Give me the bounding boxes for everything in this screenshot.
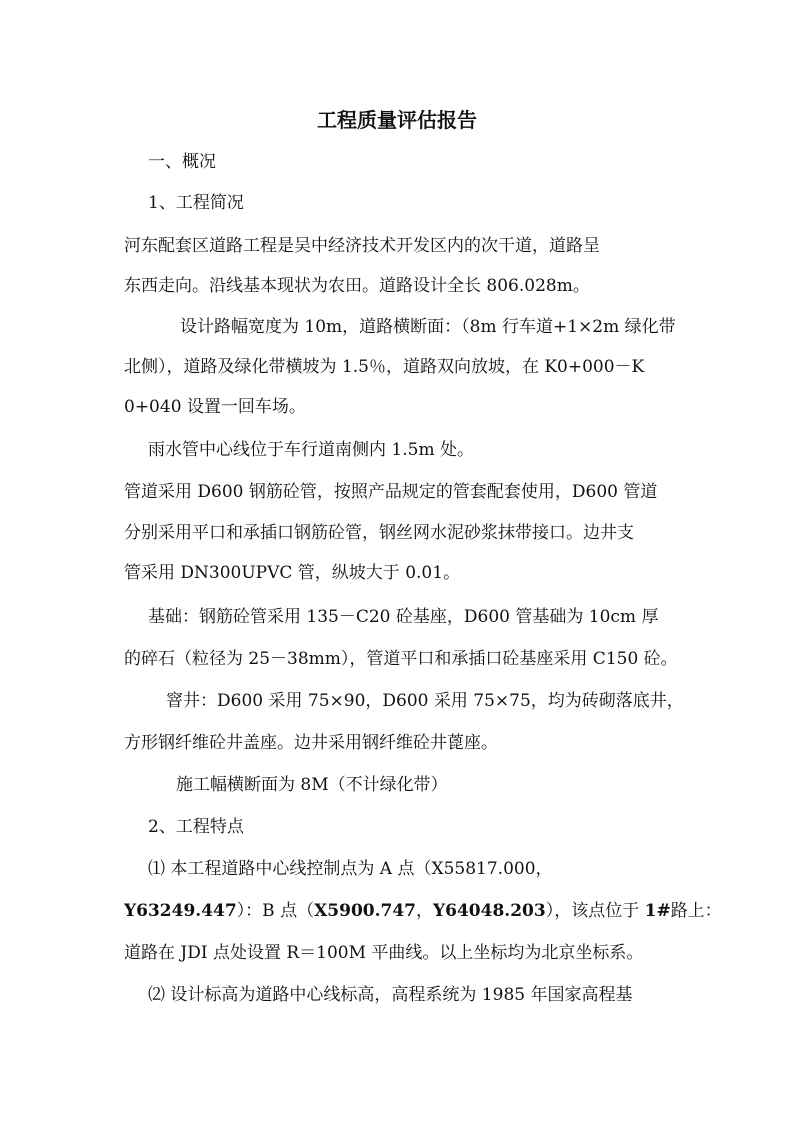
paragraph-line: 基础：钢筋砼管采用 135－C20 砼基座，D600 管基础为 10cm 厚 xyxy=(148,607,659,627)
paragraph-line: 雨水管中心线位于车行道南侧内 1.5m 处。 xyxy=(148,440,474,460)
paragraph-line-coordinates xyxy=(124,901,722,921)
coordinate-value: Y64048.203 xyxy=(433,901,546,921)
road-number: 1# xyxy=(644,901,671,921)
paragraph-line: 施工幅横断面为 8M（不计绿化带） xyxy=(176,775,448,795)
paragraph-line: 0+040 设置一回车场。 xyxy=(124,397,306,417)
paragraph-line: 管采用 DN300UPVC 管，纵坡大于 0.01。 xyxy=(124,563,461,583)
paragraph-line: 窨井：D600 采用 75×90，D600 采用 75×75，均为砖砌落底井， xyxy=(166,691,684,711)
coordinate-value: Y63249.447 xyxy=(124,901,237,921)
paragraph-line: 的碎石（粒径为 25－38mm），管道平口和承插口砼基座采用 C150 砼。 xyxy=(124,649,678,669)
text-fragment: ）：B 点（ xyxy=(236,901,315,921)
text-fragment: ），该点位于 xyxy=(545,901,645,921)
paragraph-line: 管道采用 D600 钢筋砼管，按照产品规定的管套配套使用，D600 管道 xyxy=(124,482,658,502)
section-heading-overview: 一、概况 xyxy=(148,152,216,172)
paragraph-line: ⑴ 本工程道路中心线控制点为 A 点（X55817.000， xyxy=(148,859,553,879)
coordinate-value: X5900.747 xyxy=(314,901,417,921)
text-fragment: ， xyxy=(416,901,434,921)
paragraph-line: 河东配套区道路工程是吴中经济技术开发区内的次干道，道路呈 xyxy=(124,236,600,256)
paragraph-line: 北侧），道路及绿化带横坡为 1.5％，道路双向放坡，在 K0+000－K xyxy=(124,357,645,377)
report-title: 工程质量评估报告 xyxy=(317,108,477,132)
subsection-heading-project-summary: 1、工程简况 xyxy=(148,193,244,213)
paragraph-line: 设计路幅宽度为 10m，道路横断面：（8m 行车道+1×2m 绿化带 xyxy=(180,317,676,337)
paragraph-line: 方形钢纤维砼井盖座。边井采用钢纤维砼井蓖座。 xyxy=(124,733,498,753)
paragraph-line: 东西走向。沿线基本现状为农田。道路设计全长 806.028m。 xyxy=(124,276,590,296)
text-fragment: 路上： xyxy=(670,901,722,921)
paragraph-line: 道路在 JDI 点处设置 R＝100M 平曲线。以上坐标均为北京坐标系。 xyxy=(124,943,644,963)
paragraph-line: ⑵ 设计标高为道路中心线标高，高程系统为 1985 年国家高程基 xyxy=(148,985,633,1005)
paragraph-line: 分别采用平口和承插口钢筋砼管，钢丝网水泥砂浆抹带接口。边井支 xyxy=(124,523,634,543)
subsection-heading-project-features: 2、工程特点 xyxy=(148,817,244,837)
